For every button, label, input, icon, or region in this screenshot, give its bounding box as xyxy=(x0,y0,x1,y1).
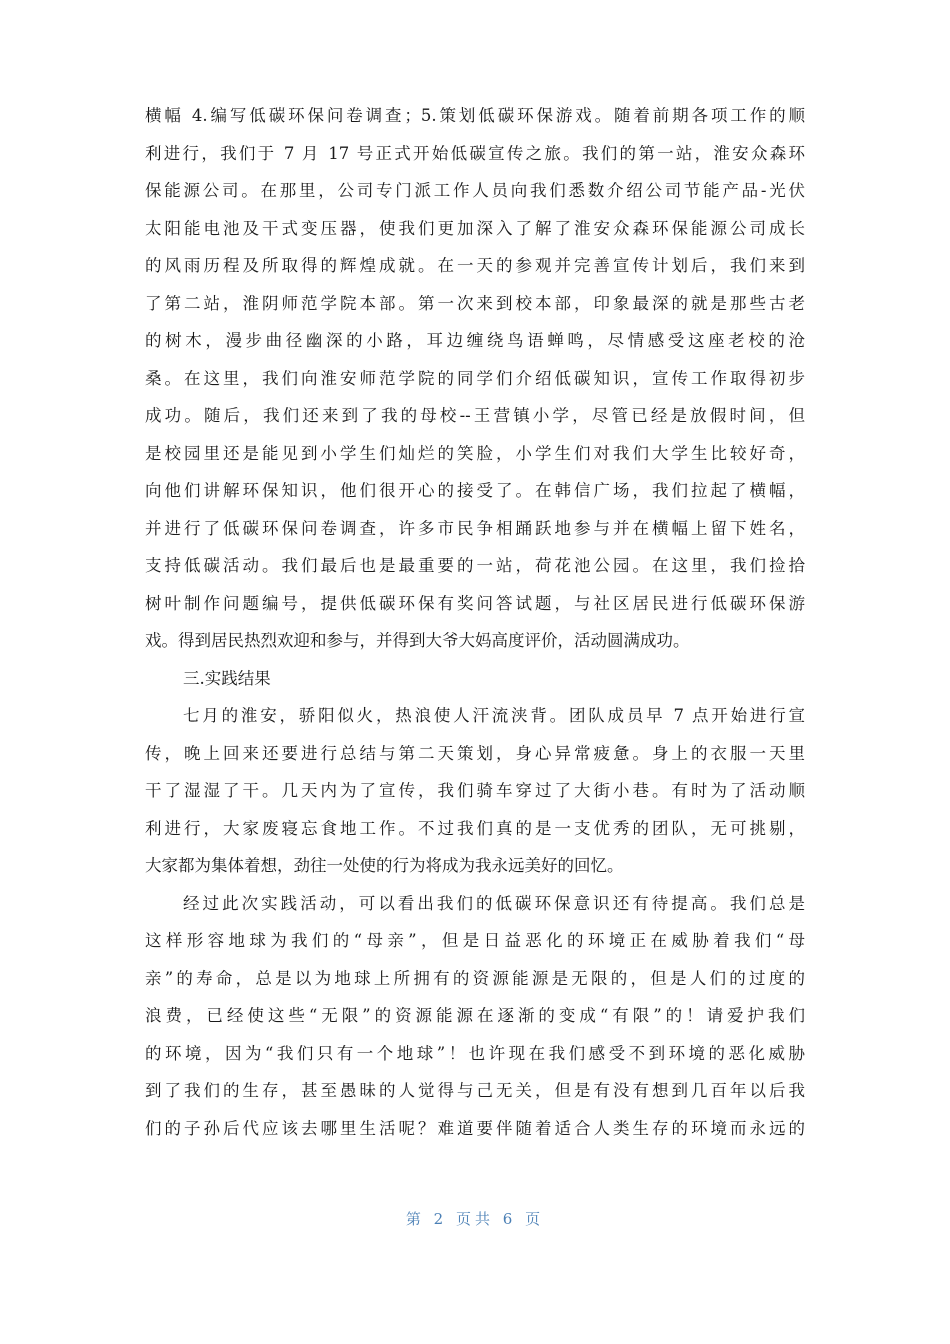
text-line: 并进行了低碳环保问卷调查，许多市民争相踊跃地参与并在横幅上留下姓名， xyxy=(145,518,805,538)
text-line: 七月的淮安，骄阳似火，热浪使人汗流浃背。团队成员早 7 点开始进行宣 xyxy=(183,706,805,725)
paragraph xyxy=(145,97,805,660)
text-line: 的风雨历程及所取得的辉煌成就。在一天的参观并完善宣传计划后，我们来到 xyxy=(145,256,805,275)
text-line: 的树木，漫步曲径幽深的小路，耳边缠绕鸟语蝉鸣，尽情感受这座老校的沧 xyxy=(145,331,805,350)
text-line: 到了我们的生存，甚至愚昧的人觉得与己无关，但是有没有想到几百年以后我 xyxy=(145,1081,805,1100)
text-line: 成功。随后，我们还来到了我的母校--王营镇小学，尽管已经是放假时间，但 xyxy=(145,406,805,425)
text-line: 的环境，因为“我们只有一个地球”！也许现在我们感受不到环境的恶化威胁 xyxy=(145,1043,805,1063)
document-body xyxy=(145,97,805,1147)
text-line: 向他们讲解环保知识，他们很开心的接受了。在韩信广场，我们拉起了横幅， xyxy=(145,481,805,500)
text-line: 桑。在这里，我们向淮安师范学院的同学们介绍低碳知识，宣传工作取得初步 xyxy=(145,368,805,388)
text-line: 们的子孙后代应该去哪里生活呢？难道要伴随着适合人类生存的环境而永远的 xyxy=(145,1118,805,1138)
text-line: 利进行，大家废寝忘食地工作。不过我们真的是一支优秀的团队，无可挑剔， xyxy=(145,818,805,838)
text-line: 传，晚上回来还要进行总结与第二天策划，身心异常疲惫。身上的衣服一天里 xyxy=(145,743,805,763)
text-line: 树叶制作问题编号，提供低碳环保有奖问答试题，与社区居民进行低碳环保游 xyxy=(145,593,805,613)
text-line: 浪费，已经使这些“无限”的资源能源在逐渐的变成“有限”的！请爱护我们 xyxy=(145,1006,805,1025)
text-line: 是校园里还是能见到小学生们灿烂的笑脸，小学生们对我们大学生比较好奇， xyxy=(145,443,805,463)
text-line: 了第二站，淮阴师范学院本部。第一次来到校本部，印象最深的就是那些古老 xyxy=(145,293,805,313)
text-line: 太阳能电池及干式变压器，使我们更加深入了解了淮安众森环保能源公司成长 xyxy=(145,218,805,238)
text-line: 大家都为集体着想，劲往一处使的行为将成为我永远美好的回忆。 xyxy=(145,856,624,875)
text-line: 这样形容地球为我们的“母亲”，但是日益恶化的环境正在威胁着我们“母 xyxy=(145,931,805,950)
paragraph xyxy=(145,697,805,885)
text-line: 保能源公司。在那里，公司专门派工作人员向我们悉数介绍公司节能产品-光伏 xyxy=(145,181,805,200)
text-line: 干了湿湿了干。几天内为了宣传，我们骑车穿过了大街小巷。有时为了活动顺 xyxy=(145,781,805,800)
text-line: 利进行，我们于 7 月 17 号正式开始低碳宣传之旅。我们的第一站，淮安众森环 xyxy=(145,143,805,163)
text-line: 支持低碳活动。我们最后也是最重要的一站，荷花池公园。在这里，我们捡拾 xyxy=(145,556,805,575)
text-line: 三.实践结果 xyxy=(183,668,271,688)
text-line: 戏。得到居民热烈欢迎和参与，并得到大爷大妈高度评价，活动圆满成功。 xyxy=(145,631,690,650)
page-number-footer: 第 2 页共 6 页 xyxy=(405,1210,545,1228)
paragraph xyxy=(145,885,805,1148)
text-line: 经过此次实践活动，可以看出我们的低碳环保意识还有待提高。我们总是 xyxy=(183,893,805,913)
text-line: 亲”的寿命，总是以为地球上所拥有的资源能源是无限的，但是人们的过度的 xyxy=(145,968,805,988)
text-line: 横幅 4.编写低碳环保问卷调查；5.策划低碳环保游戏。随着前期各项工作的顺 xyxy=(145,106,805,125)
section-heading xyxy=(145,660,805,698)
